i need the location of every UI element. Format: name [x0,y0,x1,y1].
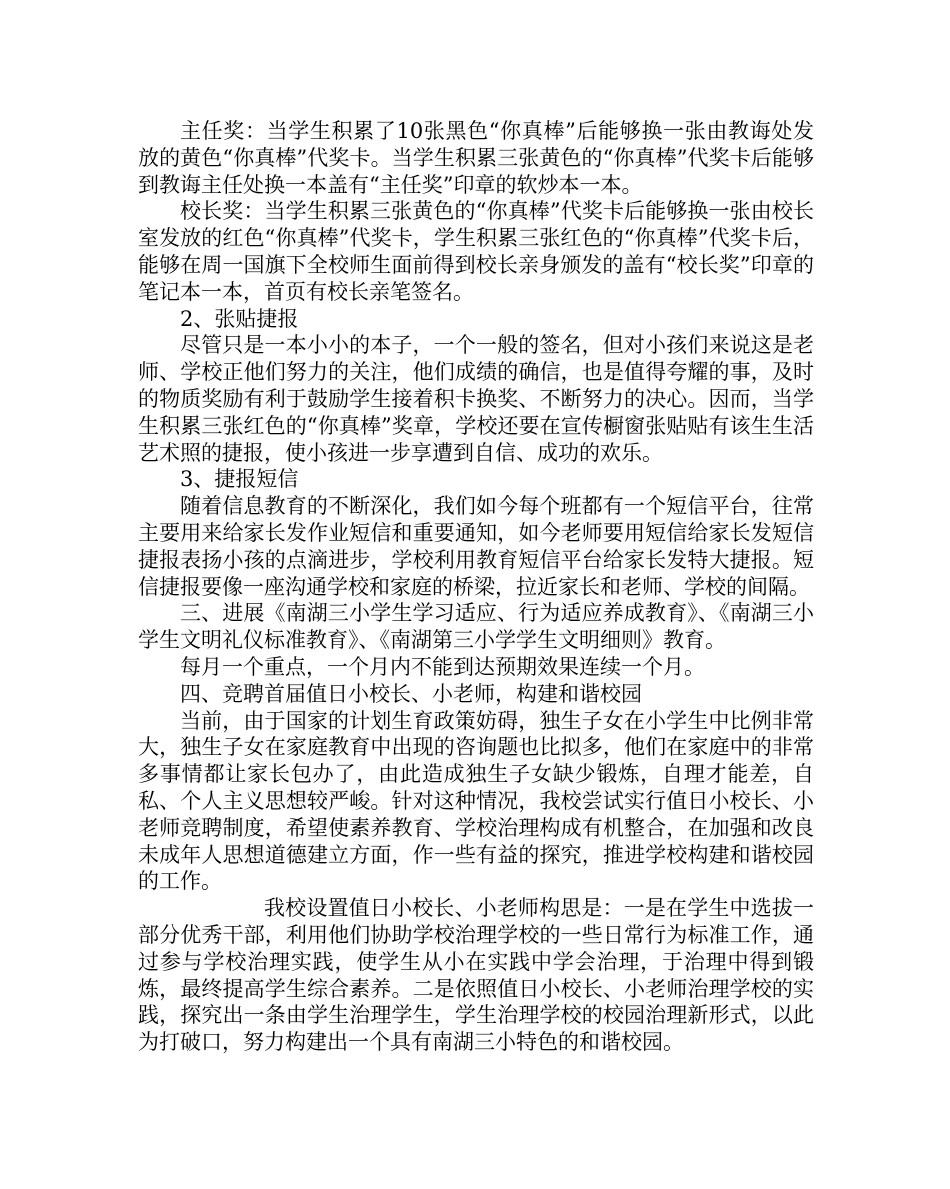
paragraph-current-situation: 当前，由于国家的计划生育政策妨碍，独生子女在小学生中比例非常大，独生子女在家庭教育中出现的咨询题也比拟多，他们在家庭中的非常多事情都让家长包办了，由此造成独生子女缺少锻炼，自理才能差，自私、个人主义思想较严峻。针对这种情况，我校尝试实行值日小校长、小老师竞聘制度，希望使素养教育、学校治理构成有机整合，在加强和改良未成年人思想道德建立方面，作一些有益的探究，推进学校构建和谐校园的工作。 [138,708,814,894]
paragraph-post-bulletin: 尽管只是一本小小的本子，一个一般的签名，但对小孩们来说这是老师、学校正他们努力的关注，他们成绩的确信，也是值得夸耀的事，及时的物质奖励有利于鼓励学生接着积卡换奖、不断努力的决心。因而，当学生积累三张红色的“你真棒”奖章，学校还要在宣传橱窗张贴贴有该生生活艺术照的捷报，使小孩进一步享遭到自信、成功的欢乐。 [138,333,814,465]
heading-section-four: 四、竞聘首届值日小校长、小老师，构建和谐校园 [180,681,642,706]
paragraph-director-award: 主任奖：当学生积累了10张黑色“你真棒”后能够换一张由教诲处发放的黄色“你真棒”代奖卡。当学生积累三张黄色的“你真棒”代奖卡后能够到教诲主任处换一本盖有“主任奖”印章的软炒本一本。 [138,119,814,197]
paragraph-sms-bulletin: 随着信息教育的不断深化，我们如今每个班都有一个短信平台，往常主要用来给家长发作业短信和重要通知，如今老师要用短信给家长发短信捷报表扬小孩的点滴进步，学校利用教育短信平台给家长发特大捷报。短信捷报要像一座沟通学校和家庭的桥梁，拉近家长和老师、学校的间隔。 [138,494,814,599]
heading-post-bulletin: 2、张贴捷报 [180,306,299,331]
heading-section-three: 三、进展《南湖三小学生学习适应、行为适应养成教育》、《南湖三小学生文明礼仪标准教育》、《南湖第三小学学生文明细则》教育。 [138,601,814,653]
document-page [138,118,814,1056]
paragraph-school-plan: 我校设置值日小校长、小老师构思是：一是在学生中选拔一部分优秀干部，利用他们协助学校治理学校的一些日常行为标准工作，通过参与学校治理实践，使学生从小在实践中学会治理，于治理中得到锻炼，最终提高学生综合素养。二是依照值日小校长、小老师治理学校的实践，探究出一条由学生治理学生，学生治理学校的校园治理新形式，以此为打破口，努力构建出一个具有南湖三小特色的和谐校园。 [138,896,814,1055]
paragraph-monthly-focus: 每月一个重点，一个月内不能到达预期效果连续一个月。 [180,654,705,679]
heading-sms-bulletin: 3、捷报短信 [180,467,299,492]
paragraph-principal-award: 校长奖：当学生积累三张黄色的“你真棒”代奖卡后能够换一张由校长室发放的红色“你真棒”代奖卡，学生积累三张红色的“你真棒”代奖卡后，能够在周一国旗下全校师生面前得到校长亲身颁发的盖有“校长奖”印章的笔记本一本，首页有校长亲笔签名。 [138,199,814,304]
